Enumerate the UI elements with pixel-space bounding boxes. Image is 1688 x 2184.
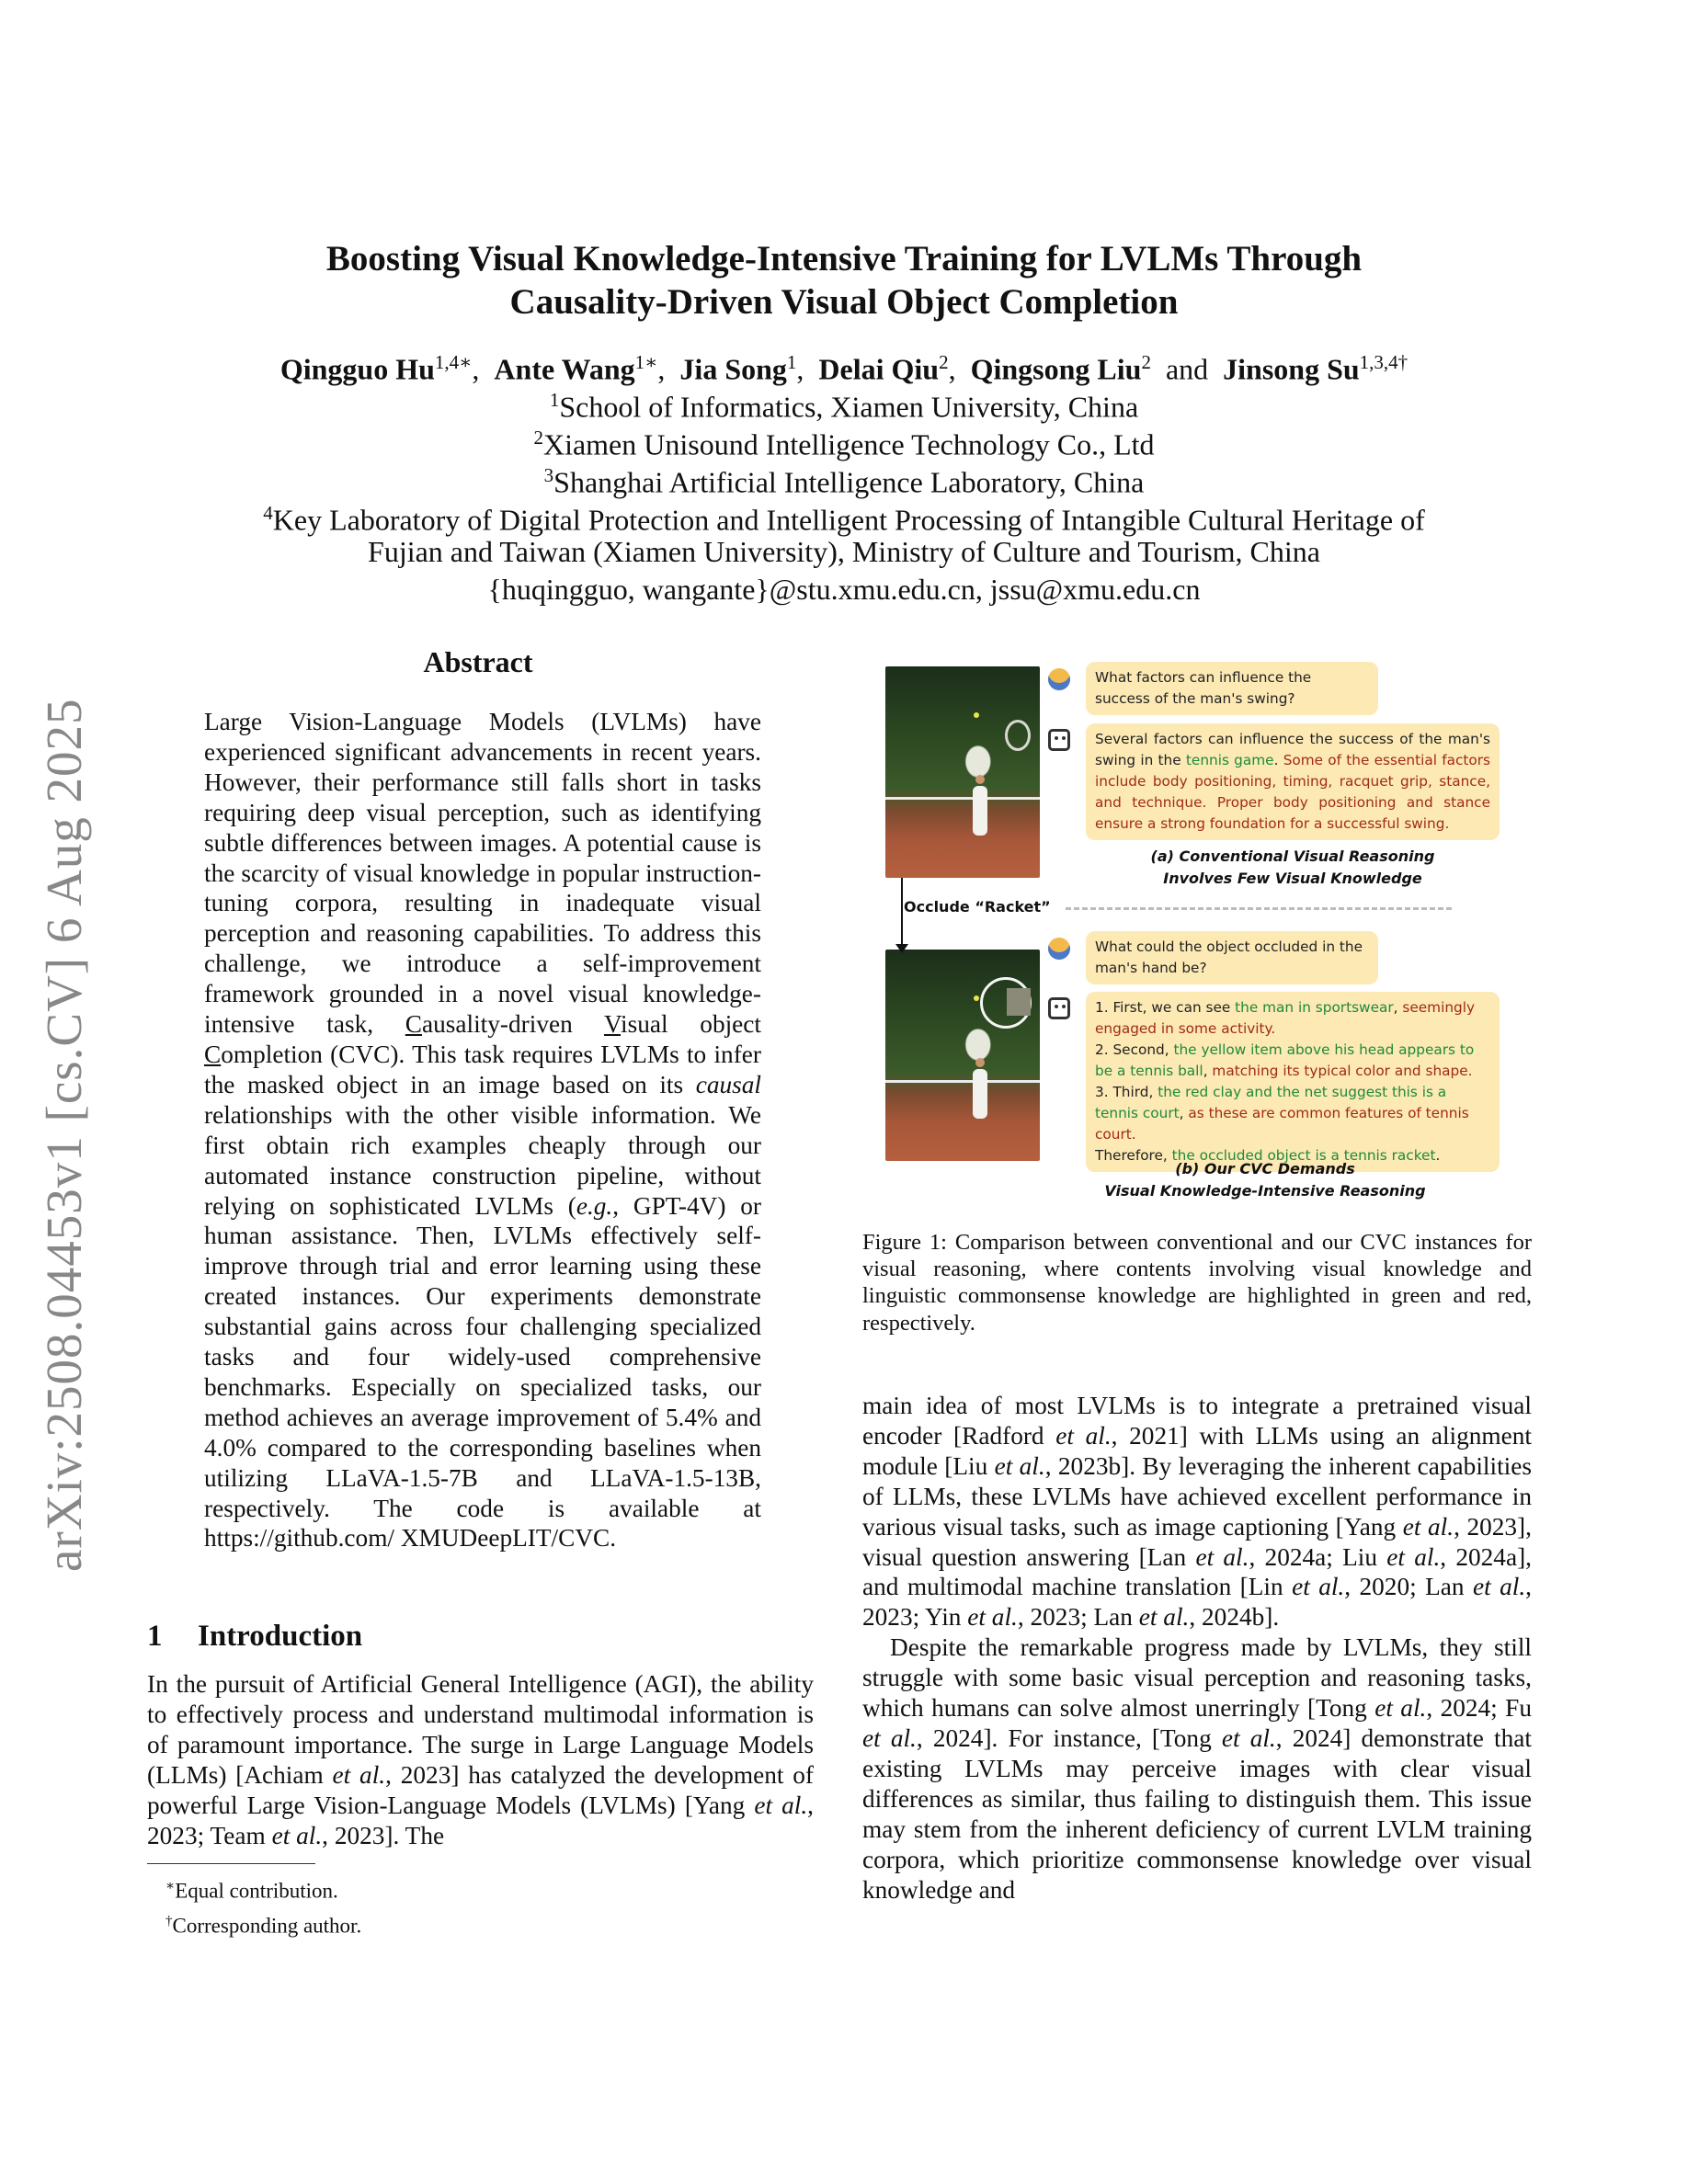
- affiliation: [138, 533, 1550, 570]
- answer-text: .: [1273, 752, 1283, 768]
- author-list: Qingguo $Hu^{1,4∗}$, Ante Wang$^{1∗}$, Jia Song$^1$, Delai Qiu$^2$, Qingsong Liu$^2$ and Jinsong $Su^{1,3,4\dagger}$: [279, 351, 1409, 386]
- tennis-racket: [1005, 720, 1031, 751]
- arxiv-watermark: arXiv:2508.04453v1 [cs.CV] 6 Aug 2025: [36, 698, 92, 1572]
- right-column-text: [862, 1391, 1532, 1905]
- text-segment: , 2024a], and multimodal machine translation [Lin: [862, 1542, 1532, 1601]
- affiliation-text: Xiamen Unisound Intelligence Technology Co., Ltd: [542, 427, 1155, 461]
- citation-etal: et al.: [754, 1791, 808, 1819]
- affiliation-mark: 4: [263, 502, 273, 524]
- commonsense-knowledge-text: Some of the essential factors include body positioning, timing, racquet grip, stance, and technique. Proper body positioning and stance ensure a strong foundation for a successful swing.: [1095, 752, 1490, 832]
- author-name: Jinsong Su: [1223, 352, 1360, 386]
- subfigure-label-line: Visual Knowledge-Intensive Reasoning: [1104, 1182, 1426, 1200]
- reasoning-step: [1095, 1082, 1490, 1145]
- text-segment: Despite the remarkable progress made by LVLMs, they still struggle with some basic visual perception and reasoning tasks, which humans can solve almost unerringly [Tong: [862, 1633, 1532, 1723]
- visual-knowledge-text: tennis game: [1185, 752, 1274, 768]
- title-line-1: Boosting Visual Knowledge-Intensive Training for LVLMs Through: [325, 239, 1363, 279]
- footnote-rule: [147, 1863, 315, 1864]
- answer-text: Therefore,: [1095, 1147, 1172, 1164]
- abstract-segment: , GPT-4V) or human assistance. Then, LVLMs effectively self-improve through trial and error learning using these created instances. Our experiments demonstrate substantial gains across four challenging specialized tasks and four widely-used comprehensive benchmarks. Especially on specialized tasks, our method achieves an average improvement of 5.4% and 4.0% compared to the corresponding baselines when utilizing LLaVA-1.5-7B and LLaVA-1.5-13B, respectively. The code is available at https://github.com/ XMUDeepLIT/CVC.: [204, 1191, 761, 1553]
- affiliation-text: Key Laboratory of Digital Protection and Intelligent Processing of Intangible Cultural Heritage of: [272, 503, 1425, 537]
- reasoning-step: [1095, 1040, 1490, 1082]
- subfigure-label-line: (b) Our CVC Demands: [1175, 1160, 1355, 1177]
- answer-text: 3. Third,: [1095, 1084, 1158, 1100]
- author-conjunction: and: [1165, 352, 1209, 386]
- author-affil-mark: 1∗: [634, 351, 658, 373]
- visual-knowledge-text: the yellow item above his head appears to be a tennis ball: [1095, 1041, 1475, 1079]
- answer-text: 1. First, we can see: [1095, 999, 1236, 1016]
- citation-etal: et al.: [1055, 1421, 1112, 1450]
- reasoning-step: [1095, 997, 1490, 1040]
- subfigure-b-label: [1031, 1158, 1500, 1202]
- tennis-net: [885, 797, 1040, 800]
- question-bubble: What could the object occluded in the man's hand be?: [1086, 931, 1378, 984]
- abstract-emphasis: causal: [695, 1070, 761, 1098]
- author-affil-mark: 1,3,4†: [1359, 351, 1409, 373]
- answer-bubble: [1086, 992, 1500, 1172]
- intro-segment: , 2023; Team: [147, 1791, 814, 1849]
- author-name: Qingsong Liu: [970, 352, 1142, 386]
- abstract-acronym-letter: C: [405, 1010, 422, 1039]
- text-segment: , 2023], visual question answering [Lan: [862, 1512, 1532, 1571]
- commonsense-knowledge-text: matching its typical color and shape.: [1212, 1063, 1473, 1079]
- affiliation: [138, 495, 1550, 539]
- abstract-segment: ompletion (CVC). This task requires LVLMs to infer the masked object in an image based on its: [204, 1040, 761, 1098]
- question-bubble: What factors can influence the success of the man's swing?: [1086, 662, 1378, 715]
- abstract-segment: ausality-driven: [422, 1010, 604, 1039]
- text-segment: , 2020; Lan: [1344, 1573, 1473, 1601]
- citation-etal: et al.: [967, 1603, 1018, 1632]
- tennis-net: [885, 1080, 1040, 1083]
- author-affil-mark: 2: [1141, 351, 1151, 373]
- abstract-segment: Large Vision-Language Models (LVLMs) have experienced significant advancements in recent years. However, their performance still falls short in tasks requiring deep visual perception, such as identifying subtle differences between images. A potential cause is the scarcity of visual knowledge in popular instruction-tuning corpora, resulting in inadequate visual perception and reasoning capabilities. To address this challenge, we introduce a self-improvement framework grounded in a novel visual knowledge-intensive task,: [204, 708, 761, 1039]
- citation-etal: et al.: [1386, 1542, 1441, 1571]
- author-affil-mark: 1: [786, 351, 797, 373]
- answer-text: 2. Second,: [1095, 1041, 1174, 1058]
- text-segment: , 2023b]. By leveraging the inherent capabilities of LLMs, these LVLMs have achieved excellent performance in various visual tasks, such as image captioning [Yang: [862, 1451, 1532, 1541]
- footnote-equal-contribution: [165, 1871, 809, 1906]
- visual-knowledge-text: the red clay and the net suggest this is a tennis court: [1095, 1084, 1447, 1121]
- citation-etal: et al.: [1472, 1573, 1526, 1601]
- text-segment: , 2023; Lan: [1017, 1603, 1139, 1632]
- author-name: Jia Song: [679, 352, 787, 386]
- citation-etal: et al.: [1195, 1542, 1249, 1571]
- subfigure-label-line: (a) Conventional Visual Reasoning: [1150, 847, 1435, 865]
- affiliation-mark: 2: [533, 427, 543, 449]
- abstract-emphasis: e.g.: [576, 1191, 613, 1220]
- answer-text: ,: [1393, 999, 1403, 1016]
- footnote-text: Equal contribution.: [175, 1879, 338, 1903]
- commonsense-knowledge-text: as these are common features of tennis court.: [1095, 1105, 1469, 1143]
- email-line[interactable]: {huqingguo, wangante}@stu.xmu.edu.cn, jssu@xmu.edu.cn: [487, 573, 1201, 606]
- text-segment: , 2024] demonstrate that existing LVLMs may perceive images with clear visual differences as similar, thus failing to distinguish them. This issue may stem from the inherent deficiency of current LVLM training corpora, which prioritize commonsense knowledge over visual knowledge and: [862, 1723, 1532, 1904]
- paragraph: [862, 1632, 1532, 1905]
- footnote-text: Corresponding author.: [172, 1914, 362, 1938]
- author-affil-mark: 2: [939, 351, 949, 373]
- citation-etal: et al.: [1402, 1512, 1454, 1541]
- affiliation-mark: 3: [543, 464, 554, 486]
- author-name: Delai Qiu: [818, 352, 940, 386]
- citation-etal: et al.: [1374, 1694, 1427, 1723]
- user-icon: [1048, 668, 1070, 690]
- section-heading-introduction: [147, 1618, 809, 1655]
- user-icon: [1048, 938, 1070, 960]
- visual-knowledge-text: the occluded object is a tennis racket: [1171, 1147, 1436, 1164]
- abstract-acronym-letter: C: [204, 1040, 222, 1068]
- footnote-corresponding-author: [165, 1906, 809, 1941]
- affiliation-mark: 1: [549, 389, 560, 411]
- commonsense-knowledge-text: seemingly engaged in some activity.: [1095, 999, 1476, 1037]
- abstract-text: [204, 707, 761, 1553]
- citation-etal: et al.: [332, 1760, 386, 1789]
- text-segment: , 2024a; Liu: [1249, 1542, 1387, 1571]
- text-segment: , 2021] with LLMs using an alignment module [Liu: [862, 1421, 1532, 1480]
- section-number: 1: [147, 1620, 163, 1653]
- citation-etal: et al.: [1221, 1723, 1276, 1752]
- tennis-ball: [974, 712, 979, 718]
- subfigure-a-label: [1086, 846, 1500, 890]
- answer-text: .: [1435, 1147, 1441, 1164]
- arrow-shaft: [901, 878, 903, 950]
- subfigure-label-line: Involves Few Visual Knowledge: [1163, 870, 1422, 887]
- author-name: Ante Wang: [494, 352, 635, 386]
- abstract-segment: isual object: [621, 1010, 761, 1039]
- text-segment: , 2023; Yin: [862, 1573, 1532, 1632]
- tennis-photo-original: [885, 666, 1040, 878]
- figure-caption: Figure 1: Comparison between conventional and our CVC instances for visual reasoning, where contents involving visual knowledge and linguistic commonsense knowledge are highlighted in green and red, respectively.: [862, 1230, 1532, 1336]
- answer-text: ,: [1179, 1105, 1189, 1121]
- player-head: [975, 1058, 985, 1067]
- citation-etal: et al.: [994, 1451, 1045, 1480]
- occlusion-mask: [1007, 988, 1031, 1016]
- footnotes: [165, 1871, 809, 1940]
- section-title: Introduction: [198, 1620, 363, 1653]
- answer-text: Several factors can influence the success of the man's swing in the: [1095, 731, 1490, 768]
- intro-segment: In the pursuit of Artificial General Intelligence (AGI), the ability to effectively process and understand multimodal information is of paramount importance. The surge in Large Language Models (LLMs) [Achiam: [147, 1670, 814, 1789]
- abstract-acronym-letter: V: [603, 1010, 622, 1039]
- introduction-text: [147, 1669, 814, 1850]
- footnote-mark: †: [165, 1913, 173, 1928]
- tennis-player: [973, 786, 987, 836]
- arrow-down-icon: [895, 944, 908, 953]
- citation-etal: et al.: [271, 1821, 323, 1849]
- citation-etal: et al.: [1292, 1573, 1345, 1601]
- robot-icon: [1048, 729, 1070, 751]
- intro-segment: , 2023] has catalyzed the development of powerful Large Vision-Language Models (LVLMs) [Yang: [147, 1760, 814, 1819]
- tennis-ball: [974, 995, 979, 1001]
- answer-text: ,: [1203, 1063, 1213, 1079]
- affiliation-text: Shanghai Artificial Intelligence Laboratory, China: [553, 465, 1145, 499]
- robot-icon: [1048, 997, 1070, 1019]
- affiliation-text: Fujian and Taiwan (Xiamen University), Ministry of Culture and Tourism, China: [368, 535, 1320, 568]
- title-line-2: Causality-Driven Visual Object Completion: [509, 282, 1179, 322]
- dashed-separator: [1066, 907, 1452, 910]
- tennis-player: [973, 1069, 987, 1119]
- paper-title: [230, 237, 1458, 324]
- text-segment: , 2024b].: [1189, 1603, 1280, 1632]
- citation-etal: et al.: [1138, 1603, 1190, 1632]
- abstract-heading: Abstract: [423, 645, 533, 678]
- visual-knowledge-text: the man in sportswear: [1235, 999, 1394, 1016]
- figure-1: [878, 657, 1512, 1209]
- player-head: [975, 775, 985, 784]
- intro-segment: , 2023]. The: [322, 1821, 445, 1849]
- author-affil-mark: 1,4∗: [434, 351, 473, 373]
- abstract-segment: relationships with the other visible information. We first obtain rich examples cheaply through our automated instance construction pipeline, without relying on sophisticated LVLMs (: [204, 1100, 761, 1220]
- occlude-label: Occlude “Racket”: [904, 898, 1051, 916]
- citation-etal: et al.: [862, 1723, 917, 1752]
- affiliation-text: School of Informatics, Xiamen University, China: [559, 390, 1139, 424]
- tennis-photo-occluded: [885, 950, 1040, 1161]
- text-segment: , 2024; Fu: [1426, 1694, 1532, 1723]
- author-name: Qingguo Hu: [279, 352, 435, 386]
- answer-bubble: [1086, 723, 1500, 840]
- text-segment: main idea of most LVLMs is to integrate a pretrained visual encoder [Radford: [862, 1392, 1532, 1450]
- footnote-mark: ∗: [165, 1879, 176, 1894]
- text-segment: , 2024]. For instance, [Tong: [916, 1723, 1222, 1752]
- paragraph: [862, 1391, 1532, 1632]
